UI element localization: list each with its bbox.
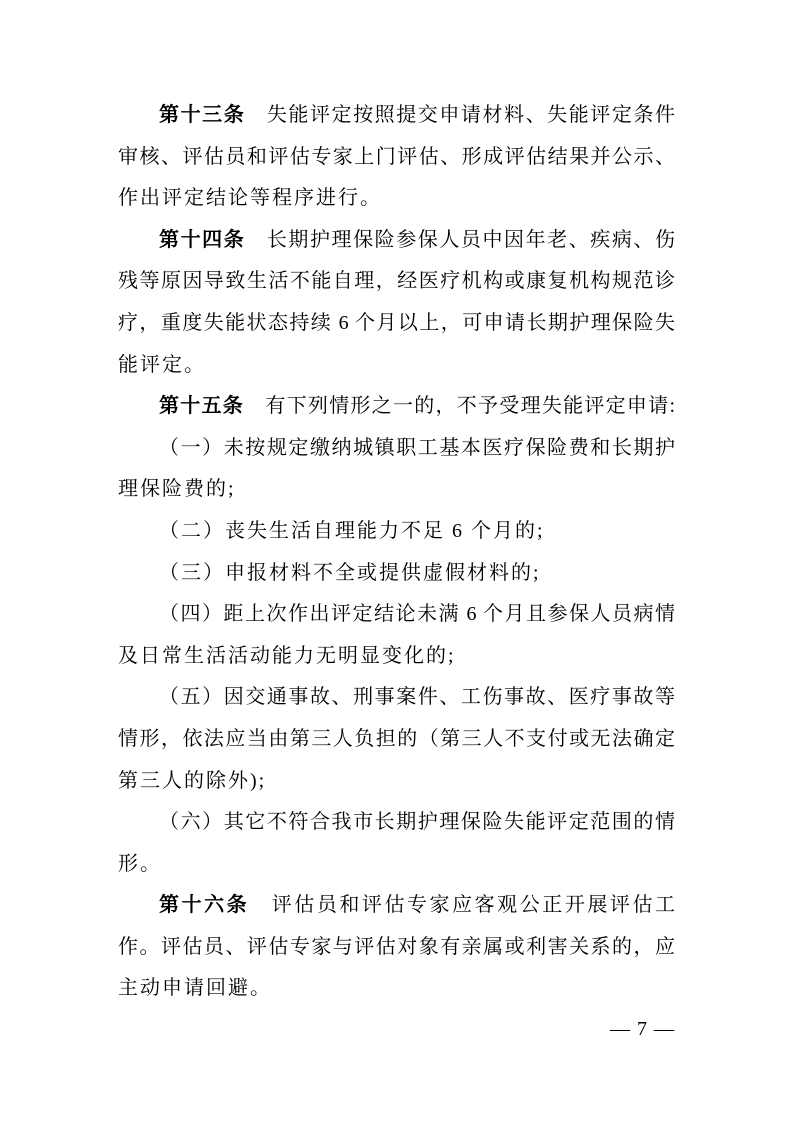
line-text: 理保险费的; — [118, 478, 236, 501]
text-line — [118, 386, 675, 428]
paragraph — [118, 386, 675, 428]
paragraph — [118, 428, 675, 511]
article-number: 第十五条 — [159, 395, 245, 418]
text-line — [118, 345, 675, 387]
line-text: 及日常生活活动能力无明显变化的; — [118, 644, 456, 667]
line-text: （一）未按规定缴纳城镇职工基本医疗保险费和长期护 — [159, 436, 675, 459]
line-text: 主动申请回避。 — [118, 977, 272, 1000]
line-text: （四）距上次作出评定结论未满 6 个月且参保人员病情 — [159, 603, 675, 626]
line-text: 残等原因导致生活不能自理，经医疗机构或康复机构规范诊 — [118, 270, 675, 293]
text-line — [118, 968, 675, 1010]
document-body — [118, 95, 675, 1010]
text-line — [118, 636, 675, 678]
article-number: 第十四条 — [159, 228, 246, 251]
line-text: （二）丧失生活自理能力不足 6 个月的; — [159, 519, 545, 542]
page-number: — 7 — — [610, 1018, 675, 1040]
paragraph — [118, 511, 675, 553]
text-line — [118, 594, 675, 636]
line-text: 有下列情形之一的，不予受理失能评定申请: — [244, 395, 675, 418]
paragraph — [118, 95, 675, 220]
text-line — [118, 719, 675, 761]
article-number: 第十六条 — [159, 894, 250, 917]
paragraph — [118, 553, 675, 595]
text-line — [118, 261, 675, 303]
text-line — [118, 178, 675, 220]
text-line — [118, 844, 675, 886]
line-text: 情形，依法应当由第三人负担的（第三人不支付或无法确定 — [118, 727, 675, 750]
paragraph — [118, 677, 675, 802]
line-text: 审核、评估员和评估专家上门评估、形成评估结果并公示、 — [118, 145, 675, 168]
text-line — [118, 802, 675, 844]
line-text: 评估员和评估专家应客观公正开展评估工 — [249, 894, 676, 917]
text-line — [118, 220, 675, 262]
line-text: 长期护理保险参保人员中因年老、疾病、伤 — [245, 228, 676, 251]
text-line — [118, 761, 675, 803]
paragraph — [118, 594, 675, 677]
line-text: 作出评定结论等程序进行。 — [118, 187, 382, 210]
line-text: 形。 — [118, 852, 162, 875]
text-line — [118, 927, 675, 969]
text-line — [118, 303, 675, 345]
text-line — [118, 677, 675, 719]
text-line — [118, 511, 675, 553]
line-text: 能评定。 — [118, 353, 206, 376]
text-line — [118, 95, 675, 137]
line-text: （五）因交通事故、刑事案件、工伤事故、医疗事故等 — [159, 686, 675, 709]
text-line — [118, 553, 675, 595]
line-text: 第三人的除外); — [118, 769, 267, 792]
paragraph — [118, 885, 675, 1010]
line-text: 疗，重度失能状态持续 6 个月以上，可申请长期护理保险失 — [118, 311, 675, 334]
line-text: 作。评估员、评估专家与评估对象有亲属或利害关系的，应 — [118, 935, 675, 958]
paragraph — [118, 220, 675, 386]
article-number: 第十三条 — [159, 104, 246, 126]
line-text: 失能评定按照提交申请材料、失能评定条件 — [245, 104, 676, 126]
line-text: （三）申报材料不全或提供虚假材料的; — [159, 561, 541, 584]
text-line — [118, 469, 675, 511]
paragraph — [118, 802, 675, 885]
line-text: （六）其它不符合我市长期护理保险失能评定范围的情 — [159, 811, 675, 834]
text-line — [118, 137, 675, 179]
text-line — [118, 885, 675, 927]
text-line — [118, 428, 675, 470]
